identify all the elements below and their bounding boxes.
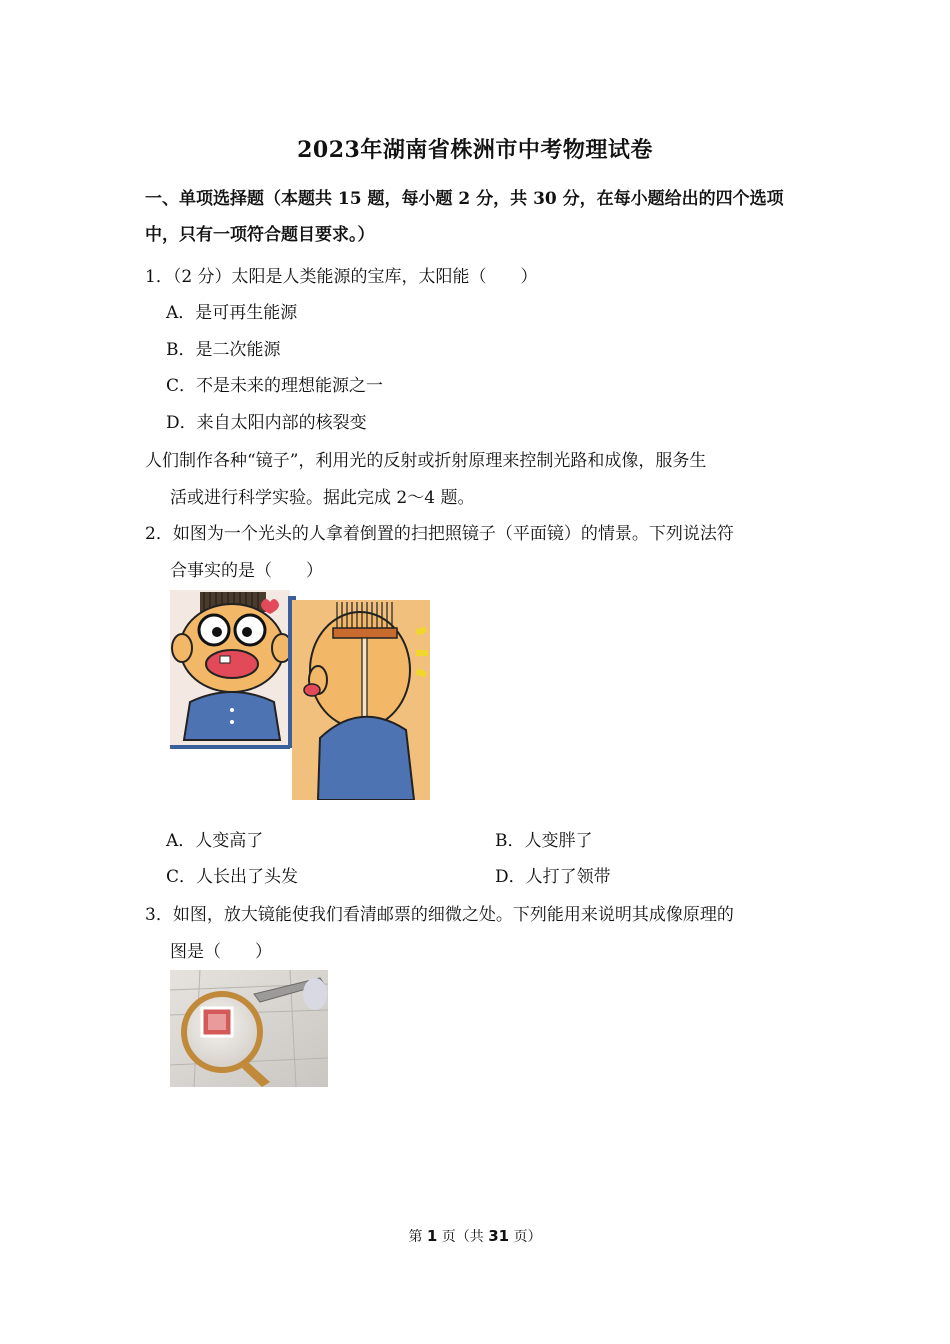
question-1-option-c: C．不是未来的理想能源之一 bbox=[166, 376, 384, 396]
page-title: 2023年湖南省株洲市中考物理试卷 bbox=[297, 137, 653, 163]
page-footer bbox=[0, 1226, 950, 1246]
mirror-cartoon-figure bbox=[170, 590, 430, 800]
intro-line-1: 人们制作各种“镜子”，利用光的反射或折射原理来控制光路和成像，服务生 bbox=[145, 451, 707, 471]
section-heading: 一、单项选择题（本题共 15 题，每小题 2 分，共 30 分，在每小题给出的四个选项中，只有一项符合题目要求。） bbox=[145, 189, 784, 245]
question-2-stem-line-1: 2．如图为一个光头的人拿着倒置的扫把照镜子（平面镜）的情景。下列说法符 bbox=[145, 524, 734, 544]
question-2-option-c: C．人长出了头发 bbox=[166, 867, 299, 887]
footer-prefix: 第 bbox=[408, 1229, 423, 1245]
intro-line-2: 活或进行科学实验。据此完成 2～4 题。 bbox=[170, 488, 475, 508]
question-2-stem-line-2: 合事实的是（ ） bbox=[170, 561, 323, 581]
question-2-option-d: D．人打了领带 bbox=[495, 867, 611, 887]
footer-middle: 页（共 bbox=[441, 1229, 484, 1245]
footer-page-number: 1 bbox=[426, 1227, 438, 1245]
question-1-option-b: B．是二次能源 bbox=[166, 340, 281, 360]
question-3-stem-line-2: 图是（ ） bbox=[170, 942, 272, 962]
question-2-option-a: A．人变高了 bbox=[166, 831, 264, 851]
question-2-option-b: B．人变胖了 bbox=[495, 831, 593, 851]
footer-total-pages: 31 bbox=[488, 1227, 510, 1245]
footer-suffix: 页） bbox=[513, 1229, 542, 1245]
question-1-stem: 1．（2 分）太阳是人类能源的宝库，太阳能（ ） bbox=[145, 267, 538, 287]
question-3-stem-line-1: 3．如图，放大镜能使我们看清邮票的细微之处。下列能用来说明其成像原理的 bbox=[145, 905, 734, 925]
question-1-option-d: D．来自太阳内部的核裂变 bbox=[166, 413, 367, 433]
magnifier-stamp-photo bbox=[170, 970, 328, 1087]
question-1-option-a: A．是可再生能源 bbox=[166, 303, 298, 323]
